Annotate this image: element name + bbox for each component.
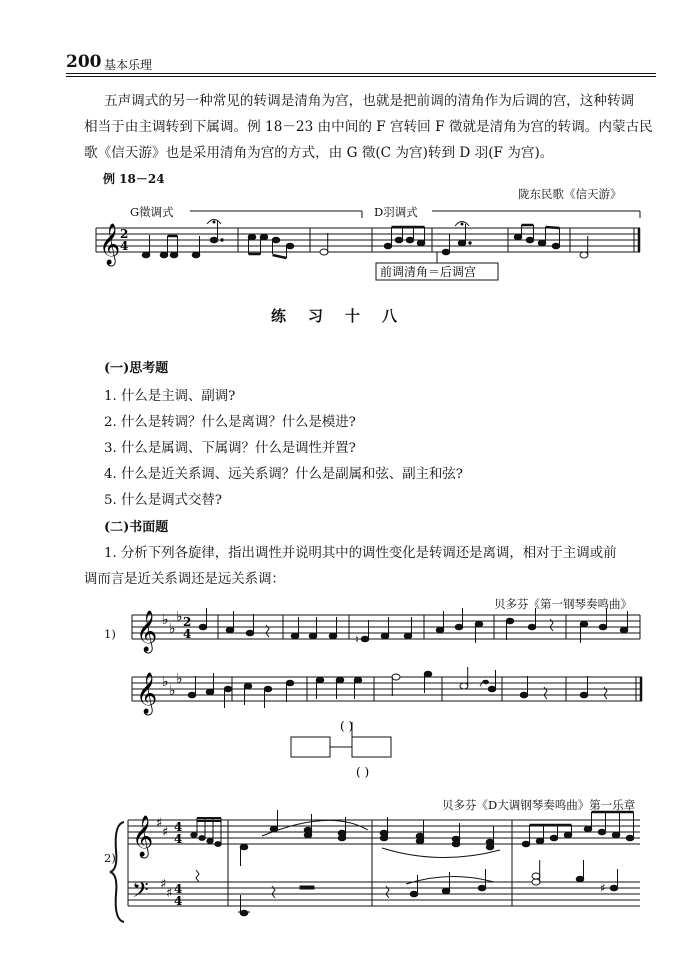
melody1-source: 贝多芬《第一钢琴奏鸣曲》 bbox=[494, 597, 632, 611]
m2-bass-time-top: 4 bbox=[174, 882, 183, 896]
m1-time-bottom: 4 bbox=[183, 627, 192, 641]
question-2: 2. 什么是转调？什么是离调？什么是模进? bbox=[104, 415, 356, 430]
intro-line-3: 歌《信天游》也是采用清角为宫的方式，由 G 徵(C 为宫)转到 D 羽(F 为宫)。 bbox=[84, 145, 554, 161]
melody1-number: 1) bbox=[104, 627, 116, 641]
svg-text:♭: ♭ bbox=[169, 683, 176, 699]
intro-line-1: 五声调式的另一种常见的转调是清角为宫，也就是把前调的清角作为后调的宫，这种转调 bbox=[104, 93, 635, 109]
intro-line-2: 相当于由主调转到下属调。例 18－23 由中间的 F 宫转回 F 徵就是清角为宫的转调。内蒙古民 bbox=[84, 119, 653, 135]
page-number: 200 bbox=[66, 52, 102, 72]
m2-time-top: 4 bbox=[174, 820, 183, 834]
task-line-1: 1. 分析下列各旋律，指出调性并说明其中的调性变化是转调还是离调，相对于主调或前 bbox=[104, 546, 617, 561]
example-staff bbox=[0, 0, 690, 300]
time-sig-bottom: 4 bbox=[120, 239, 129, 253]
svg-text:𝄞: 𝄞 bbox=[136, 611, 158, 652]
treble-clef-icon: 𝄞 bbox=[99, 224, 121, 265]
blank-top: ( ) bbox=[340, 719, 354, 733]
m2-bass-time-bottom: 4 bbox=[174, 894, 183, 908]
blank-bottom: ( ) bbox=[356, 765, 370, 779]
svg-text:♯: ♯ bbox=[162, 825, 169, 840]
svg-text:♯: ♯ bbox=[160, 877, 167, 892]
svg-text:♮: ♮ bbox=[355, 633, 359, 646]
question-1: 1. 什么是主调、副调? bbox=[104, 389, 236, 404]
question-5: 5. 什么是调式交替? bbox=[104, 493, 222, 508]
svg-text:𝄢: 𝄢 bbox=[132, 878, 149, 908]
svg-text:𝄞: 𝄞 bbox=[132, 816, 154, 857]
m2-time-bottom: 4 bbox=[174, 832, 183, 846]
section-2-title: (二)书面题 bbox=[104, 520, 169, 535]
svg-text:♯: ♯ bbox=[166, 886, 173, 901]
mode-label-left: G徵调式 bbox=[130, 205, 174, 219]
svg-text:♭: ♭ bbox=[162, 612, 169, 628]
question-3: 3. 什么是属调、下属调？什么是调性并置? bbox=[104, 441, 356, 456]
example-source: 陇东民歌《信天游》 bbox=[518, 187, 622, 201]
section-1-title: (一)思考题 bbox=[104, 361, 169, 376]
task-line-2: 调而言是近关系调还是远关系调： bbox=[84, 572, 285, 587]
svg-text:♭: ♭ bbox=[176, 671, 183, 687]
time-sig-top: 2 bbox=[120, 227, 129, 241]
svg-text:♯: ♯ bbox=[156, 816, 163, 831]
svg-text:♭: ♭ bbox=[162, 674, 169, 690]
annotation-text: 前调清角＝后调宫 bbox=[380, 265, 477, 279]
melody2-grand-staff bbox=[0, 800, 690, 971]
m1-time-top: 2 bbox=[183, 615, 192, 629]
svg-text:♭: ♭ bbox=[169, 621, 176, 637]
melody2-source: 贝多芬《D大调钢琴奏鸣曲》第一乐章 bbox=[442, 798, 636, 812]
question-4: 4. 什么是近关系调、远关系调？什么是副属和弦、副主和弦? bbox=[104, 467, 463, 482]
melody2-number: 2) bbox=[104, 851, 116, 865]
running-title: 基本乐理 bbox=[104, 58, 153, 72]
mode-label-right: D羽调式 bbox=[374, 205, 418, 219]
svg-text:♯: ♯ bbox=[600, 881, 606, 895]
svg-text:𝄞: 𝄞 bbox=[136, 673, 158, 714]
svg-text:♭: ♭ bbox=[176, 609, 183, 625]
example-label: 例 18－24 bbox=[103, 172, 165, 186]
exercise-title: 练习十八 bbox=[270, 307, 419, 325]
melody1-staff bbox=[0, 600, 690, 790]
